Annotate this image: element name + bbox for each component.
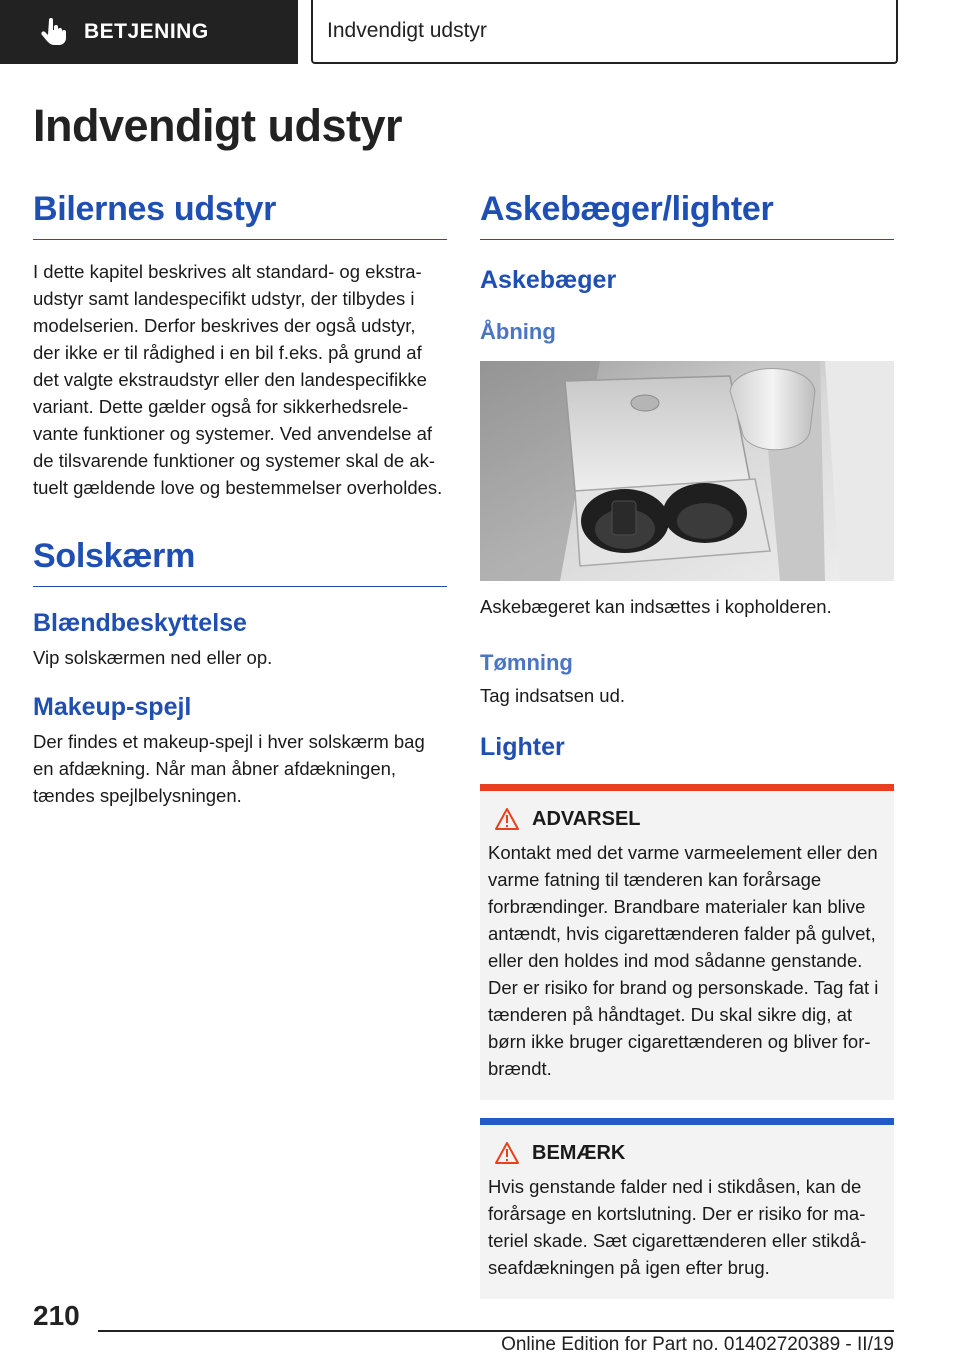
left-column	[33, 190, 447, 809]
makeup-spejl-text: Der findes et makeup-spejl i hver solskærm bag en afdækning. Når man åbner afdækningen, tændes spejlbelysningen.	[33, 731, 425, 806]
warning-triangle-icon	[494, 807, 520, 831]
heading-bilernes-udstyr: Bilernes udstyr	[33, 190, 447, 240]
note-text: Hvis genstande falder ned i stikdåsen, kan de forårsage en kortslutning. Der er risiko for materiel skade. Sæt cigarettænderen eller stikdåseafdækningen på igen efter brug.	[488, 1176, 867, 1278]
blaendbeskyttelse-text: Vip solskærmen ned eller op.	[33, 647, 273, 668]
heading-aabning: Åbning	[480, 319, 556, 344]
bilernes-udstyr-text: I dette kapitel beskrives alt standard- og ekstraudstyr samt landespecifikt udstyr, der tilbydes i modelserien. Derfor beskrives der også udstyr, der ikke er til rådighed i en bil f.eks. på grund af det valgte ekstraudstyr eller den landespecifikke variant. Dette gælder også for sikkerhedsrelevante funktioner og systemer. Ved anvendelse af de tilsvarende funktioner og systemer skal de aktuelt gældende love og bestemmelser overholdes.	[33, 261, 443, 498]
edition-text: Online Edition for Part no. 01402720389 - II/19	[501, 1334, 894, 1355]
photo-caption: Askebægeret kan indsættes i kopholderen.	[480, 596, 832, 617]
warning-title: ADVARSEL	[532, 807, 641, 830]
page-number: 210	[33, 1300, 80, 1331]
ashtray-cupholder-photo	[480, 361, 894, 581]
heading-blaendbeskyttelse: Blændbeskyttelse	[33, 609, 247, 637]
heading-makeup-spejl: Makeup-spejl	[33, 693, 192, 721]
section-label: BETJENING	[84, 20, 209, 43]
chapter-label: Indvendigt udstyr	[327, 19, 487, 42]
toemning-text: Tag indsatsen ud.	[480, 685, 626, 706]
note-title: BEMÆRK	[532, 1141, 626, 1164]
heading-askebaeger: Askebæger	[480, 266, 617, 294]
section-tab	[0, 0, 298, 64]
warning-text: Kontakt med det varme varmeelement eller den varme fatning til tænderen kan forårsage forbrændinger. Brandbare materialer kan blive antændt, hvis cigarettænderen falder på gulvet, eller den holdes ind mod sådanne genstande. Der er risiko for brand og personskade. Tag fat i tænderen på håndtaget. Du skal sikre dig, at børn ikke bruger cigarettænderen og bliver forbrændt.	[488, 842, 879, 1079]
hand-pointer-icon	[40, 18, 68, 46]
right-column	[480, 190, 894, 1299]
heading-askebaeger-lighter: Askebæger/lighter	[480, 190, 894, 240]
heading-lighter: Lighter	[480, 733, 565, 761]
warning-box	[480, 784, 894, 1100]
note-box	[480, 1118, 894, 1299]
page-title: Indvendigt udstyr	[33, 100, 403, 151]
footer-divider	[98, 1330, 894, 1332]
heading-solskaerm: Solskærm	[33, 537, 447, 587]
chapter-tab	[311, 0, 898, 64]
heading-toemning: Tømning	[480, 650, 573, 675]
caution-triangle-icon	[494, 1141, 520, 1165]
